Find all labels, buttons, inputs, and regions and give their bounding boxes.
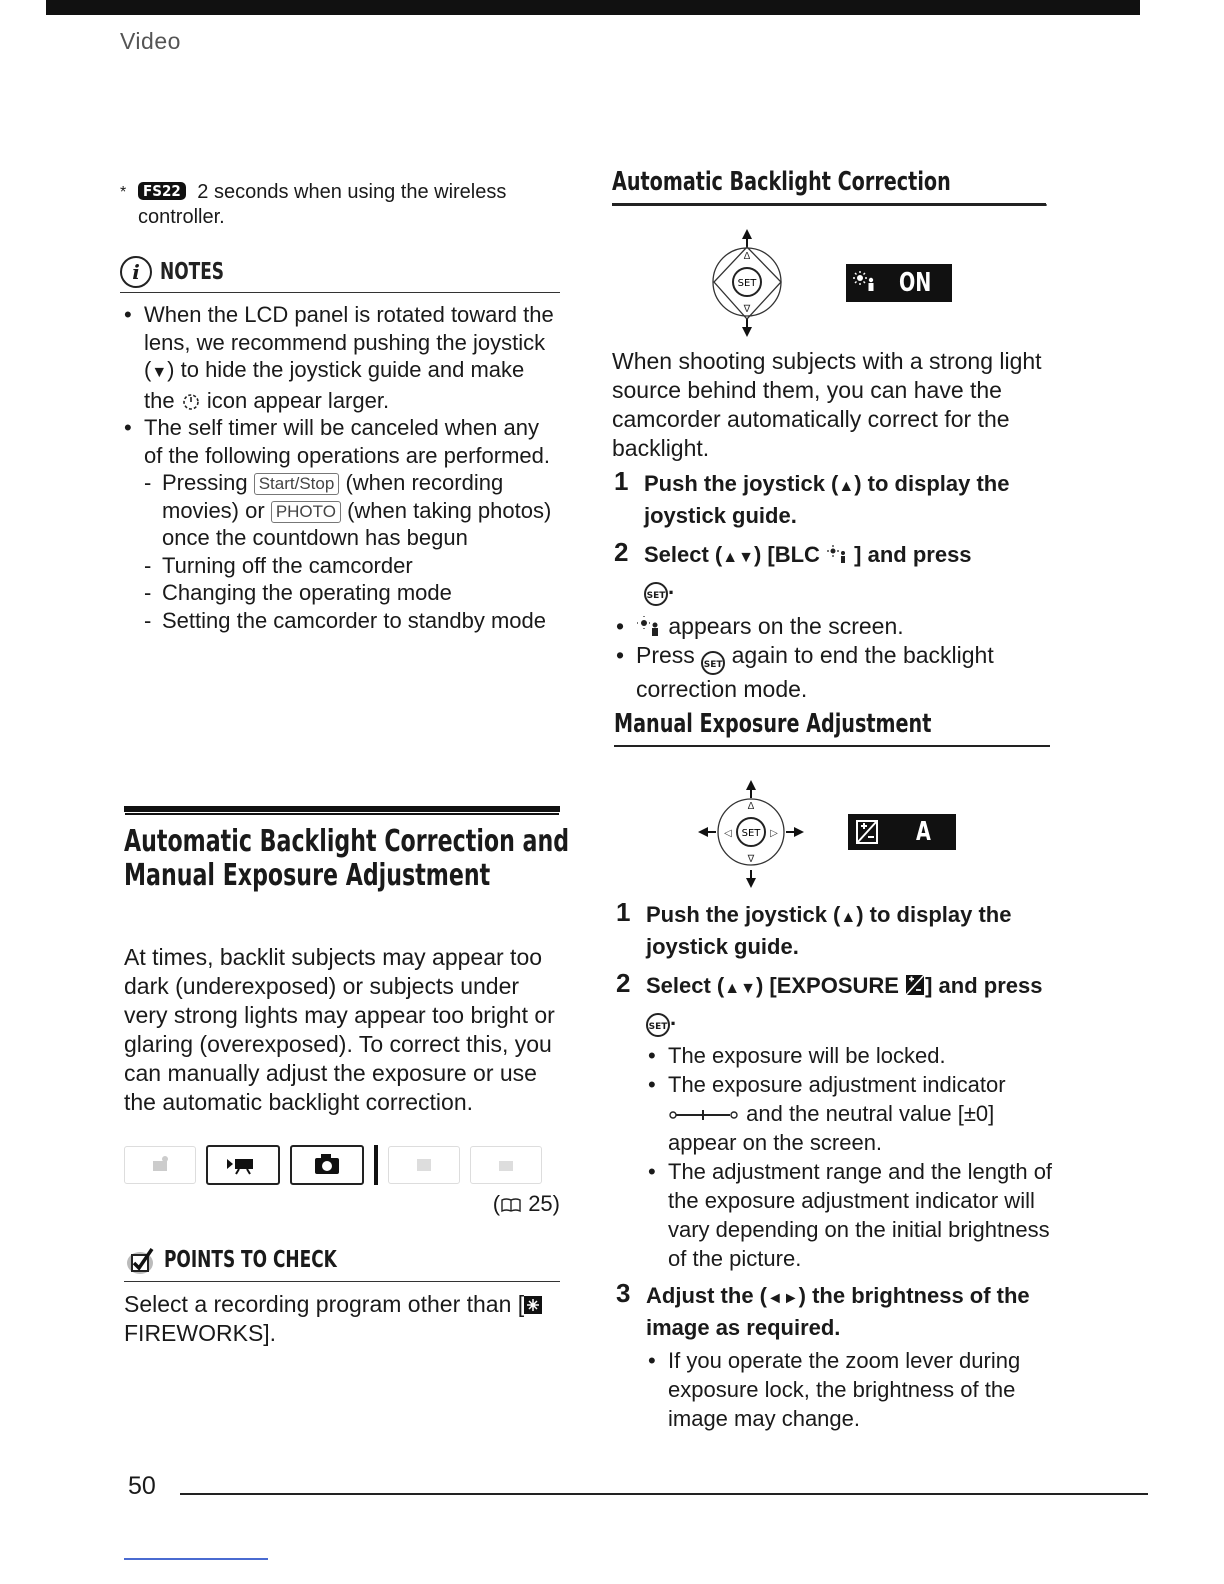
bullet-item: • The exposure will be locked. — [646, 1041, 1054, 1070]
mode-strip — [124, 1145, 560, 1185]
svg-text:▷: ▷ — [770, 828, 778, 839]
self-timer-icon — [181, 391, 201, 411]
cancel-operations-list — [144, 469, 560, 634]
start-stop-button-label: Start/Stop — [254, 473, 340, 495]
notes-title: NOTES — [160, 259, 225, 285]
notes-list — [120, 301, 560, 634]
section-title-line1: Automatic Backlight Correction and — [124, 824, 570, 859]
bullet-item: • appears on the screen. — [612, 612, 1052, 641]
step-item: 1 Push the joystick (▲) to display the joystick guide. — [614, 466, 1010, 528]
exposure-step2-notes — [646, 1041, 1054, 1273]
set-icon: SET — [646, 1013, 670, 1037]
triangle-updown-icon: ▲▼ — [724, 980, 756, 997]
points-heading — [124, 1243, 560, 1282]
svg-text:SET: SET — [741, 828, 761, 839]
photo-mode-icon — [290, 1145, 364, 1185]
list-item: - Pressing Start/Stop (when recording movies) or PHOTO (when taking photos) once the countdown has begun — [144, 469, 560, 552]
exposure-heading: Manual Exposure Adjustment — [614, 709, 932, 739]
section-intro: At times, backlit subjects may appear too dark (underexposed) or subjects under very strong lights may appear too bright or glaring (overexposed). To correct this, you can manually adjust the exposure or use the automatic backlight correction. — [124, 944, 555, 1115]
svg-text:SET: SET — [737, 278, 757, 289]
right-column — [612, 166, 1052, 206]
bullet-item: • The adjustment range and the length of the exposure adjustment indicator will vary depending on the initial brightness of the picture. — [646, 1157, 1054, 1273]
step-item: 3 Adjust the (◄►) the brightness of the image as required. • If you operate the zoom lever during exposure lock, the brightness of the image may change. — [614, 1281, 1054, 1433]
footnote-text: 2 seconds when using the wireless controller. — [138, 181, 507, 228]
fireworks-icon — [524, 1296, 542, 1314]
points-text: Select a recording program other than [FIREWORKS]. — [124, 1290, 560, 1348]
svg-text:◁: ◁ — [724, 828, 732, 839]
bullet-item: • If you operate the zoom lever during exposure lock, the brightness of the image may change. — [646, 1346, 1054, 1433]
backlight-bullets — [612, 612, 1052, 704]
triangle-updown-icon: ▲▼ — [722, 549, 754, 566]
joystick-guide-icon — [696, 776, 806, 891]
bullet-item: • The exposure adjustment indicator and the neutral value [±0] appear on the screen. — [646, 1070, 1054, 1157]
exposure-indicator — [848, 814, 956, 850]
list-item: - Turning off the camcorder — [144, 552, 560, 580]
model-badge: FS22 — [138, 182, 186, 200]
blc-on-indicator — [846, 264, 952, 302]
triangle-up-icon: ▲ — [838, 478, 855, 495]
book-icon — [500, 1197, 522, 1213]
svg-text:Δ: Δ — [747, 801, 755, 812]
notes-heading — [120, 256, 560, 293]
triangle-down-icon: ▼ — [151, 364, 168, 381]
set-icon: SET — [701, 651, 725, 675]
backlight-steps — [612, 466, 1052, 606]
list-item: - Changing the operating mode — [144, 579, 560, 607]
exposure-bar-icon — [668, 1108, 740, 1122]
note-item: • When the LCD panel is rotated toward the lens, we recommend pushing the joystick (▼) to hide the joystick guide and make the icon appear larger. — [120, 301, 560, 414]
list-item: - Setting the camcorder to standby mode — [144, 607, 560, 635]
triangle-up-icon: ▲ — [840, 909, 857, 926]
joystick-guide-icon — [706, 225, 796, 340]
exposure-icon — [856, 820, 878, 844]
page-reference: ( 25) — [492, 1191, 560, 1216]
step-item: 1 Push the joystick (▲) to display the joystick guide. — [616, 897, 1012, 959]
footnote — [120, 180, 560, 230]
svg-text:∇: ∇ — [747, 854, 755, 865]
playback-photo-icon — [470, 1146, 542, 1184]
playback-movie-icon — [388, 1146, 460, 1184]
svg-text:Δ: Δ — [743, 251, 751, 262]
exposure-heading-rule — [614, 745, 1050, 747]
svg-text:∇: ∇ — [743, 304, 751, 315]
set-icon: SET — [644, 582, 668, 606]
info-icon: i — [120, 256, 152, 288]
mode-separator — [374, 1145, 378, 1185]
exposure-step3-notes — [646, 1346, 1054, 1433]
exposure-steps — [614, 897, 1054, 1433]
section-rule — [124, 806, 560, 813]
triangle-leftright-icon: ◄► — [767, 1290, 799, 1307]
exposure-heading-wrap — [614, 708, 1050, 740]
backlight-icon — [852, 270, 876, 294]
backlight-icon — [826, 544, 848, 564]
note-item: • The self timer will be canceled when any of the following operations are performed. - Pressing Start/Stop (when recording movies) or PHOTO (when taking photos) once the countdown has begun - Turning off the camcorder - Changing the operating mode - Setting the camcorder to standby mode — [120, 414, 560, 634]
movie-mode-icon — [206, 1145, 280, 1185]
footer-rule — [180, 1493, 1148, 1495]
backlight-heading-rule — [612, 203, 1046, 205]
blc-on-text: ON — [898, 268, 931, 298]
bullet-item: • Press SET again to end the backlight correction mode. — [612, 641, 1052, 704]
backlight-intro: When shooting subjects with a strong light source behind them, you can have the camcorder automatically correct for the backlight. — [612, 348, 1042, 461]
checkmark-icon — [124, 1243, 158, 1277]
photo-button-label: PHOTO — [271, 501, 341, 523]
section-header: Video — [120, 28, 181, 54]
footer-accent-line — [124, 1558, 268, 1560]
section-block — [124, 806, 570, 1348]
exposure-indicator-text: A — [915, 817, 931, 847]
step-item: 2 Select (▲▼) [BLC ] and press SET . — [612, 540, 1052, 606]
step-item: 2 Select (▲▼) [EXPOSURE ] and press SET . • The exposure will be locked. • The exposure adjustment indicator and the neutral value [±0] appear on the screen. • The adjustment range and the length of the exposure adjustment indicator will vary depending on the initial brightness of the picture. — [614, 971, 1054, 1273]
top-bar — [46, 0, 1140, 15]
easy-mode-icon — [124, 1146, 196, 1184]
page-number: 50 — [128, 1472, 156, 1500]
backlight-icon — [636, 615, 662, 637]
left-column — [120, 180, 560, 634]
exposure-icon — [905, 974, 925, 996]
backlight-heading: Automatic Backlight Correction — [612, 166, 1047, 206]
section-title-line2: Manual Exposure Adjustment — [124, 858, 491, 893]
exposure-body — [614, 894, 1054, 1433]
backlight-body — [612, 347, 1052, 704]
points-title: POINTS TO CHECK — [164, 1247, 337, 1273]
footnote-star: * — [120, 184, 127, 201]
